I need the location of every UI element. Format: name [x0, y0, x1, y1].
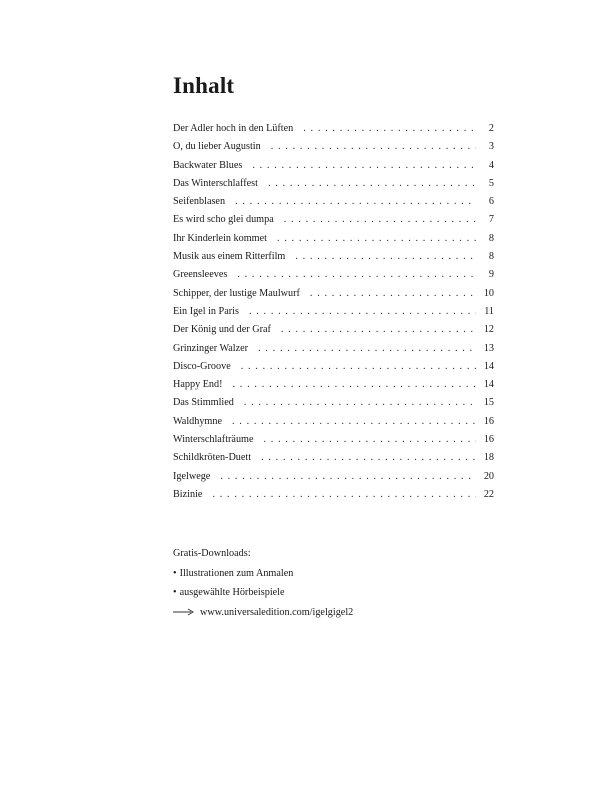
table-of-contents: [173, 120, 494, 504]
toc-dot-leader: [252, 157, 476, 175]
toc-dot-leader: [249, 303, 476, 321]
downloads-heading: Gratis-Downloads:: [173, 548, 251, 559]
toc-entry-title: Greensleeves: [173, 269, 228, 281]
toc-entry[interactable]: [173, 394, 494, 412]
toc-dot-leader: [277, 230, 476, 248]
toc-entry-page: 14: [483, 360, 494, 372]
toc-entry-title: Waldhymne: [173, 415, 222, 427]
toc-entry-page: 22: [483, 488, 494, 500]
toc-entry[interactable]: [173, 266, 494, 284]
toc-entry-title: Das Stimmlied: [173, 397, 234, 409]
toc-dot-leader: [258, 340, 476, 358]
toc-dot-leader: [264, 431, 477, 449]
toc-entry-page: 7: [488, 214, 494, 226]
toc-entry[interactable]: [173, 376, 494, 394]
toc-entry-page: 16: [483, 415, 494, 427]
toc-entry-page: 9: [488, 269, 494, 281]
toc-dot-leader: [237, 266, 476, 284]
toc-entry[interactable]: [173, 285, 494, 303]
toc-dot-leader: [295, 248, 476, 266]
toc-entry-page: 10: [483, 287, 494, 299]
toc-entry[interactable]: [173, 193, 494, 211]
downloads-item: [173, 583, 353, 603]
bullet-icon: •: [173, 587, 177, 598]
toc-dot-leader: [241, 358, 476, 376]
toc-entry[interactable]: [173, 138, 494, 156]
downloads-item: [173, 564, 353, 584]
toc-entry-title: O, du lieber Augustin: [173, 141, 261, 153]
toc-entry[interactable]: [173, 120, 494, 138]
toc-dot-leader: [212, 486, 476, 504]
toc-entry-title: Seifenblasen: [173, 196, 226, 208]
toc-dot-leader: [232, 413, 476, 431]
toc-entry-title: Musik aus einem Ritterfilm: [173, 251, 286, 263]
downloads-link[interactable]: www.universaledition.com/igelgigel2: [200, 606, 354, 618]
toc-entry-title: Disco-Groove: [173, 360, 231, 372]
toc-entry-title: Grinzinger Walzer: [173, 342, 249, 354]
toc-entry-title: Der Adler hoch in den Lüften: [173, 123, 294, 134]
toc-entry-page: 14: [483, 379, 494, 391]
toc-dot-leader: [310, 285, 476, 303]
toc-entry-page: 3: [488, 141, 494, 153]
toc-entry[interactable]: [173, 321, 494, 339]
toc-entry[interactable]: [173, 468, 494, 486]
page-title: Inhalt: [173, 73, 235, 98]
toc-entry-page: 2: [488, 123, 494, 134]
toc-dot-leader: [235, 193, 476, 211]
toc-dot-leader: [281, 321, 476, 339]
toc-entry[interactable]: [173, 486, 494, 504]
toc-entry-title: Backwater Blues: [173, 159, 243, 171]
toc-entry-page: 5: [488, 177, 494, 189]
toc-entry-page: 8: [488, 232, 494, 244]
toc-entry-page: 8: [488, 251, 494, 263]
arrow-right-icon: [173, 608, 195, 616]
toc-entry-page: 16: [483, 434, 494, 446]
toc-entry-title: Der König und der Graf: [173, 324, 271, 336]
toc-entry-page: 18: [483, 452, 494, 464]
downloads-item-label: ausgewählte Hörbeispiele: [179, 587, 285, 598]
toc-dot-leader: [268, 175, 476, 193]
toc-entry-title: Happy End!: [173, 379, 223, 391]
toc-entry-page: 13: [483, 342, 494, 354]
toc-entry-page: 6: [488, 196, 494, 208]
downloads-item-label: Illustrationen zum Anmalen: [179, 567, 294, 579]
toc-entry[interactable]: [173, 449, 494, 467]
toc-entry-page: 15: [483, 397, 494, 409]
toc-entry-title: Bizinie: [173, 488, 203, 500]
toc-dot-leader: [261, 449, 476, 467]
toc-entry-page: 12: [483, 324, 494, 336]
toc-dot-leader: [303, 120, 476, 138]
toc-entry[interactable]: [173, 175, 494, 193]
toc-entry-title: Schildkröten-Duett: [173, 452, 252, 464]
toc-entry-title: Igelwege: [173, 470, 211, 482]
toc-entry[interactable]: [173, 157, 494, 175]
toc-entry-title: Ihr Kinderlein kommet: [173, 232, 267, 244]
toc-entry[interactable]: [173, 413, 494, 431]
toc-entry[interactable]: [173, 230, 494, 248]
downloads-section: [173, 544, 353, 622]
toc-entry-page: 20: [483, 470, 494, 482]
toc-entry[interactable]: [173, 211, 494, 229]
toc-dot-leader: [220, 468, 476, 486]
toc-entry[interactable]: [173, 431, 494, 449]
toc-entry-title: Winterschlafträume: [173, 434, 254, 446]
toc-dot-leader: [271, 138, 476, 156]
downloads-link-row[interactable]: [173, 603, 353, 623]
toc-entry[interactable]: [173, 340, 494, 358]
toc-dot-leader: [244, 394, 476, 412]
toc-entry-title: Das Winterschlaffest: [173, 177, 258, 189]
toc-entry[interactable]: [173, 303, 494, 321]
bullet-icon: •: [173, 567, 177, 579]
toc-entry-title: Ein Igel in Paris: [173, 305, 239, 317]
toc-entry-title: Es wird scho glei dumpa: [173, 214, 274, 226]
toc-entry-page: 11: [484, 305, 494, 317]
toc-dot-leader: [233, 376, 476, 394]
toc-entry[interactable]: [173, 358, 494, 376]
toc-dot-leader: [284, 211, 476, 229]
toc-entry[interactable]: [173, 248, 494, 266]
toc-entry-page: 4: [488, 159, 494, 171]
toc-entry-title: Schipper, der lustige Maulwurf: [173, 287, 300, 299]
